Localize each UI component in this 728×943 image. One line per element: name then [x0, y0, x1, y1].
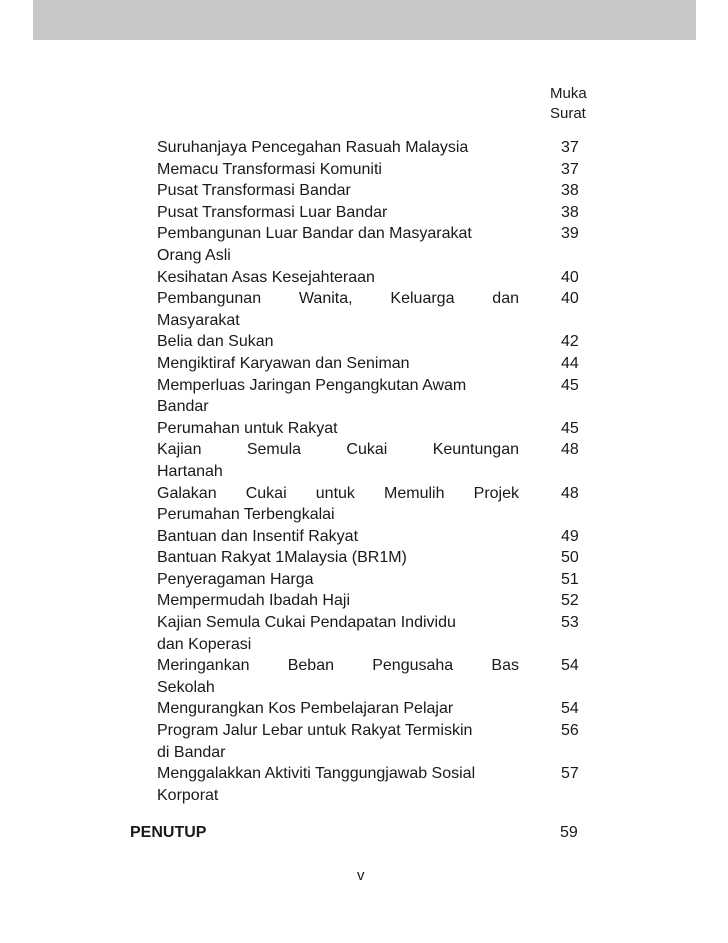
- toc-entry[interactable]: [157, 267, 607, 289]
- toc-entry-title-line: Orang Asli: [157, 246, 231, 264]
- toc-entry-page: 49: [561, 527, 579, 545]
- toc-entry-title-line: Bantuan Rakyat 1Malaysia (BR1M): [157, 549, 407, 567]
- toc-entry[interactable]: [157, 526, 607, 548]
- page-folio: v: [357, 867, 365, 884]
- toc-entry-title: [157, 483, 519, 526]
- toc-entry-page: 57: [561, 765, 579, 783]
- toc-entry-title: [157, 720, 519, 763]
- toc-entry-title-line: Hartanah: [157, 462, 223, 480]
- toc-entry-page: 56: [561, 722, 579, 740]
- toc-entry[interactable]: [157, 698, 607, 720]
- toc-entry[interactable]: [157, 180, 607, 202]
- toc-entry-page: 50: [561, 549, 579, 567]
- closing-entry-title: PENUTUP: [130, 824, 207, 841]
- toc-entry-page: 37: [561, 139, 579, 156]
- page-column-heading-line: Surat: [550, 105, 586, 122]
- toc-entry-title-line: dan Koperasi: [157, 635, 252, 653]
- toc-entry-title-line: Menggalakkan Aktiviti Tanggungjawab Sosial: [157, 765, 476, 783]
- toc-entry-page: 39: [561, 225, 579, 243]
- toc-entry-title-line: Bantuan dan Insentif Rakyat: [157, 527, 359, 545]
- toc-entry-title: [157, 439, 519, 482]
- toc-entry[interactable]: [157, 483, 607, 526]
- toc-entry-title-line: Kajian Semula Cukai Pendapatan Individu: [157, 614, 456, 632]
- toc-entry-page: 48: [561, 441, 579, 459]
- top-header-band: [33, 0, 696, 40]
- toc-entry-title: [157, 267, 519, 289]
- toc-entry-title-line: Bandar: [157, 398, 209, 416]
- toc-entry-title-line: Mengurangkan Kos Pembelajaran Pelajar: [157, 700, 454, 718]
- toc-entry-title: [157, 569, 519, 591]
- toc-entry[interactable]: [157, 418, 607, 440]
- toc-entry-title-line: Mengiktiraf Karyawan dan Seniman: [157, 354, 410, 372]
- toc-entry-page: 54: [561, 657, 579, 675]
- toc-entry-title-line: Perumahan Terbengkalai: [157, 506, 335, 524]
- toc-entry[interactable]: [157, 375, 607, 418]
- toc-entry-title-line: Meringankan Beban Pengusaha Bas: [157, 657, 519, 675]
- toc-entry[interactable]: [157, 547, 607, 569]
- toc-entry[interactable]: [157, 288, 607, 331]
- toc-entry-title-line: Pusat Transformasi Luar Bandar: [157, 203, 388, 221]
- toc-entry-title-line: Masyarakat: [157, 311, 240, 329]
- page-column-heading-line: Muka: [550, 85, 587, 102]
- toc-entry-page: 42: [561, 333, 579, 351]
- toc-entry-title: [157, 763, 519, 806]
- toc-entry[interactable]: [157, 353, 607, 375]
- toc-entry-page: 38: [561, 182, 579, 200]
- toc-entry[interactable]: [157, 331, 607, 353]
- toc-entry[interactable]: [157, 439, 607, 482]
- toc-entry-title-line: Kajian Semula Cukai Keuntungan: [157, 441, 519, 459]
- toc-entry-page: 40: [561, 290, 579, 308]
- table-of-contents: [157, 137, 607, 806]
- toc-entry-title-line: Pembangunan Luar Bandar dan Masyarakat: [157, 225, 472, 243]
- toc-entry-page: 40: [561, 268, 579, 286]
- toc-entry[interactable]: [157, 763, 607, 806]
- toc-entry-title: [157, 612, 519, 655]
- toc-entry-page: 37: [561, 160, 579, 178]
- toc-entry[interactable]: [157, 202, 607, 224]
- closing-entry[interactable]: [130, 822, 600, 844]
- toc-entry-title: [157, 698, 519, 720]
- toc-entry-page: 51: [561, 570, 579, 588]
- toc-entry[interactable]: [157, 612, 607, 655]
- toc-entry-title: [157, 202, 519, 224]
- toc-entry-title-line: Belia dan Sukan: [157, 333, 274, 351]
- toc-entry-title-line: Mempermudah Ibadah Haji: [157, 592, 350, 610]
- toc-entry-page: 38: [561, 203, 579, 221]
- toc-entry-page: 48: [561, 484, 579, 502]
- toc-entry-page: 54: [561, 700, 579, 718]
- toc-entry-title: [157, 288, 519, 331]
- toc-entry-title: [157, 180, 519, 202]
- toc-entry-title-line: Suruhanjaya Pencegahan Rasuah Malaysia: [157, 139, 469, 156]
- toc-entry-page: 45: [561, 419, 579, 437]
- toc-entry-page: 45: [561, 376, 579, 394]
- toc-entry[interactable]: [157, 655, 607, 698]
- toc-entry-title-line: Galakan Cukai untuk Memulih Projek: [157, 484, 519, 502]
- toc-entry-page: 53: [561, 614, 579, 632]
- toc-entry[interactable]: [157, 720, 607, 763]
- toc-entry-title: [157, 375, 519, 418]
- toc-entry-title-line: Memacu Transformasi Komuniti: [157, 160, 382, 178]
- toc-entry-title-line: Penyeragaman Harga: [157, 570, 314, 588]
- toc-entry-title: [157, 547, 519, 569]
- toc-entry[interactable]: [157, 137, 607, 159]
- toc-entry[interactable]: [157, 159, 607, 181]
- page-column-heading: [550, 84, 587, 124]
- toc-entry-title: [157, 159, 519, 181]
- toc-entry-title-line: Perumahan untuk Rakyat: [157, 419, 338, 437]
- toc-entry-page: 52: [561, 592, 579, 610]
- toc-entry[interactable]: [157, 223, 607, 266]
- toc-entry-title: [157, 526, 519, 548]
- toc-entry-title-line: Kesihatan Asas Kesejahteraan: [157, 268, 375, 286]
- toc-entry-title-line: Pusat Transformasi Bandar: [157, 182, 351, 200]
- toc-entry-title: [157, 655, 519, 698]
- toc-entry[interactable]: [157, 569, 607, 591]
- toc-entry-title-line: Korporat: [157, 786, 219, 804]
- toc-entry[interactable]: [157, 590, 607, 612]
- toc-entry-title-line: di Bandar: [157, 743, 226, 761]
- toc-entry-title: [157, 137, 519, 159]
- toc-entry-title-line: Program Jalur Lebar untuk Rakyat Termiskin: [157, 722, 473, 740]
- toc-entry-title-line: Pembangunan Wanita, Keluarga dan: [157, 290, 519, 308]
- toc-entry-title: [157, 331, 519, 353]
- toc-entry-page: 44: [561, 354, 579, 372]
- toc-entry-title: [157, 353, 519, 375]
- toc-entry-title: [157, 223, 519, 266]
- toc-entry-title-line: Memperluas Jaringan Pengangkutan Awam: [157, 376, 467, 394]
- toc-entry-title: [157, 590, 519, 612]
- toc-entry-title: [157, 418, 519, 440]
- toc-entry-title-line: Sekolah: [157, 678, 215, 696]
- closing-entry-page: 59: [560, 824, 578, 841]
